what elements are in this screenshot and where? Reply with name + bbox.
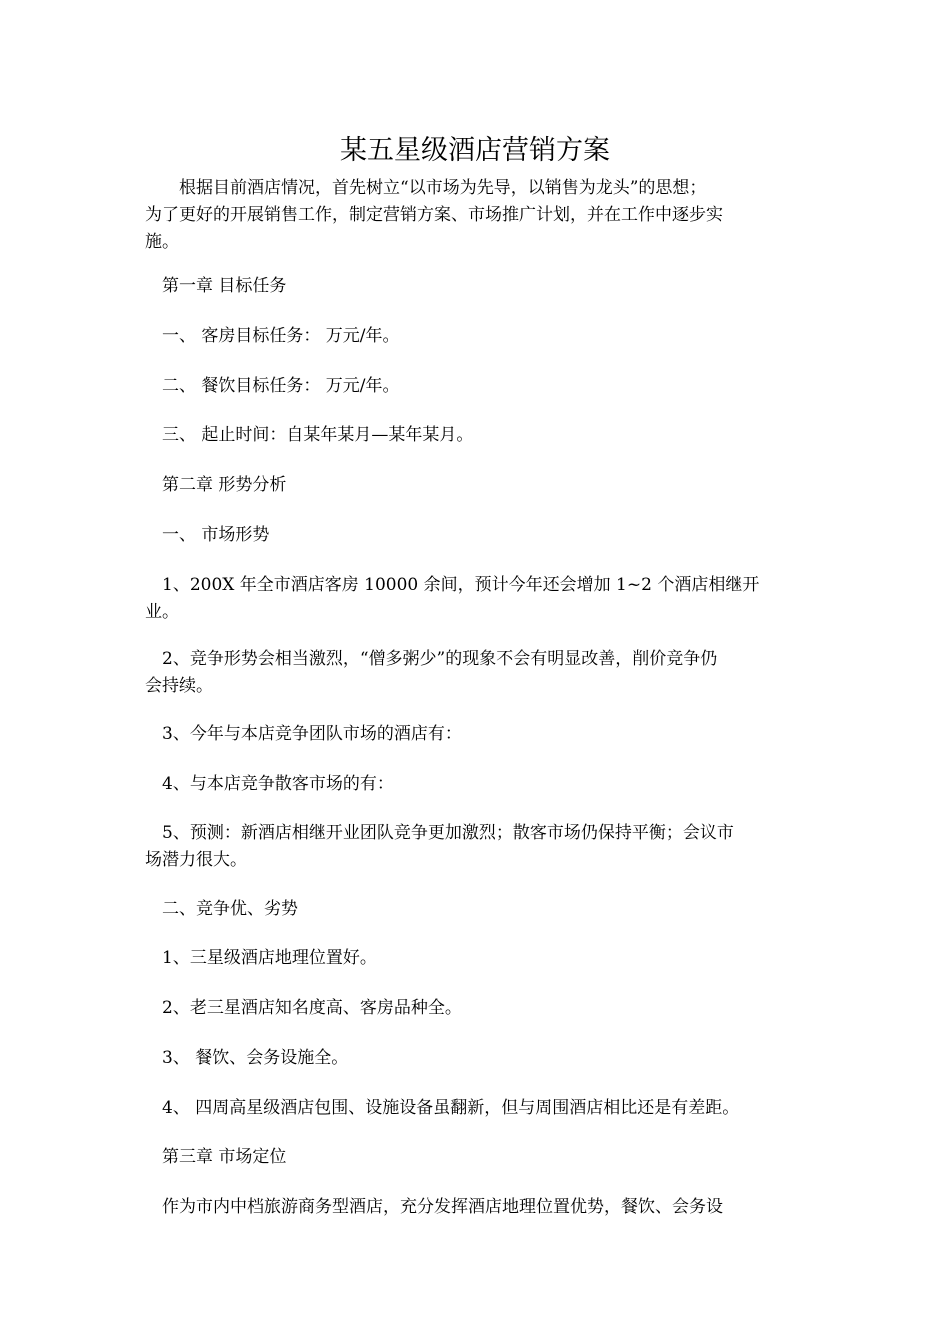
text-line: 第二章 形势分析 xyxy=(145,475,287,495)
body-paragraph xyxy=(145,1194,815,1221)
text-line: 3、今年与本店竞争团队市场的酒店有： xyxy=(145,724,462,744)
text-line: 为了更好的开展销售工作，制定营销方案、市场推广计划，并在工作中逐步实 xyxy=(145,205,723,225)
text-line: 一、 市场形势 xyxy=(145,525,270,545)
text-line: 1、200X 年全市酒店客房 10000 余间，预计今年还会增加 1~2 个酒店相继开 xyxy=(145,575,760,595)
list-item xyxy=(145,646,815,700)
text-line: 3、 餐饮、会务设施全。 xyxy=(145,1048,349,1068)
text-line: 一、 客房目标任务： 万元/年。 xyxy=(145,326,400,346)
list-item xyxy=(145,572,815,626)
list-item xyxy=(145,721,815,748)
text-line: 场潜力很大。 xyxy=(145,850,247,870)
text-line: 5、预测：新酒店相继开业团队竞争更加激烈；散客市场仍保持平衡；会议市 xyxy=(145,823,734,843)
intro-paragraph xyxy=(145,175,815,256)
text-line: 4、 四周高星级酒店包围、设施设备虽翻新，但与周围酒店相比还是有差距。 xyxy=(145,1098,740,1118)
list-item xyxy=(145,820,815,874)
text-line: 1、三星级酒店地理位置好。 xyxy=(145,948,377,968)
text-line: 第一章 目标任务 xyxy=(145,276,287,296)
text-line: 第三章 市场定位 xyxy=(145,1147,287,1167)
text-line: 2、竞争形势会相当激烈，“僧多粥少”的现象不会有明显改善，削价竞争仍 xyxy=(145,649,718,669)
chapter-heading xyxy=(145,472,815,499)
list-item xyxy=(145,945,815,972)
text-line: 作为市内中档旅游商务型酒店，充分发挥酒店地理位置优势，餐饮、会务设 xyxy=(145,1197,723,1217)
list-item xyxy=(145,771,815,798)
list-item xyxy=(145,1045,815,1072)
chapter-heading xyxy=(145,273,815,300)
text-line: 2、老三星酒店知名度高、客房品种全。 xyxy=(145,998,462,1018)
list-item xyxy=(145,422,815,449)
text-line: 二、竞争优、劣势 xyxy=(145,899,298,919)
document-title: 某五星级酒店营销方案 xyxy=(340,135,610,166)
list-item xyxy=(145,323,815,350)
text-line: 三、 起止时间：自某年某月—某年某月。 xyxy=(145,425,474,445)
text-line: 业。 xyxy=(145,602,179,622)
text-line: 会持续。 xyxy=(145,676,213,696)
text-line: 4、与本店竞争散客市场的有： xyxy=(145,774,394,794)
text-line: 施。 xyxy=(145,232,179,252)
text-line: 二、 餐饮目标任务： 万元/年。 xyxy=(145,376,400,396)
list-item xyxy=(145,373,815,400)
list-item xyxy=(145,1095,815,1122)
list-item xyxy=(145,995,815,1022)
section-heading xyxy=(145,896,815,923)
section-heading xyxy=(145,522,815,549)
chapter-heading xyxy=(145,1144,815,1171)
text-line: 根据目前酒店情况，首先树立“以市场为先导，以销售为龙头”的思想； xyxy=(145,178,707,198)
